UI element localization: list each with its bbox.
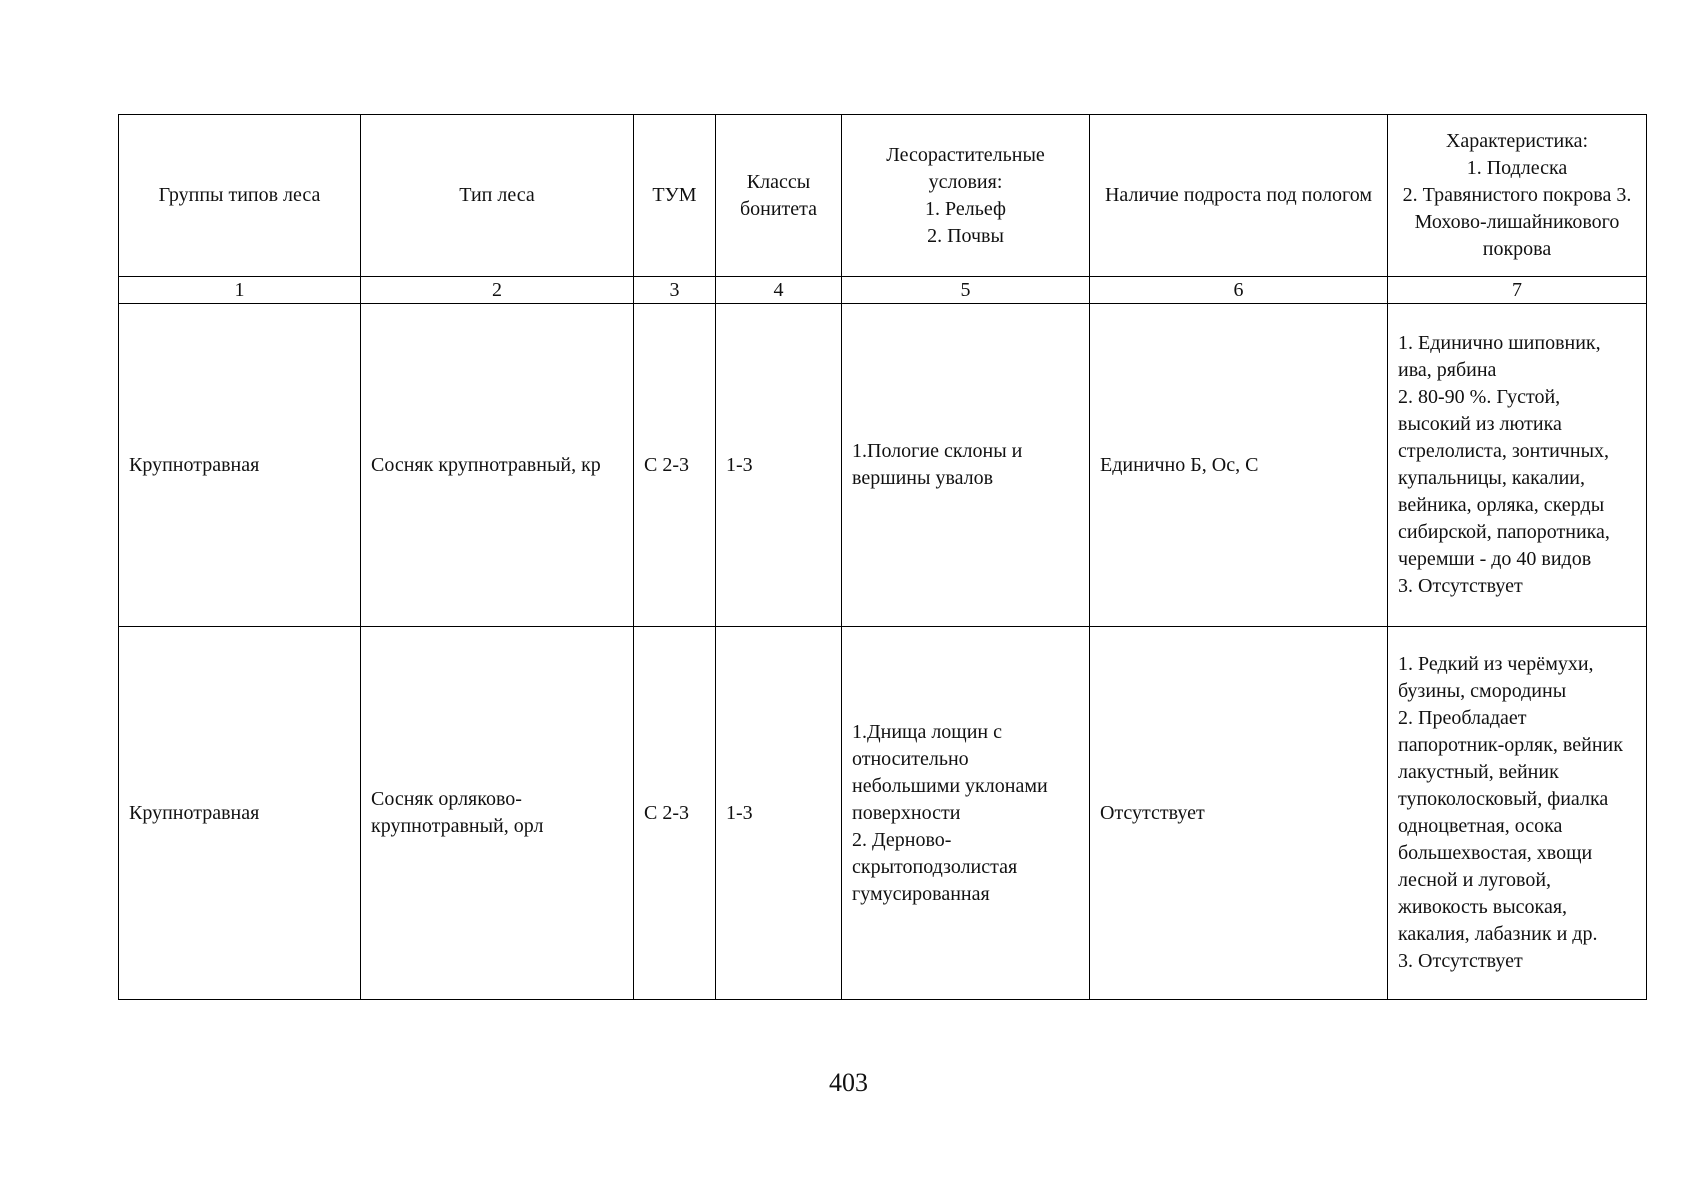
column-number: 4 bbox=[716, 277, 842, 304]
table-row bbox=[119, 627, 1647, 1000]
table-header-row bbox=[119, 115, 1647, 277]
column-number: 2 bbox=[361, 277, 634, 304]
header-growing-conditions: Лесорастительные условия: 1. Рельеф 2. Почвы bbox=[842, 115, 1090, 277]
table-row bbox=[119, 304, 1647, 627]
page-number: 403 bbox=[829, 1068, 868, 1097]
column-number: 1 bbox=[119, 277, 361, 304]
header-bonitet-classes: Классы бонитета bbox=[716, 115, 842, 277]
cell-bonitet: 1-3 bbox=[716, 627, 842, 1000]
cell-tum: С 2-3 bbox=[634, 627, 716, 1000]
cell-conditions: 1.Пологие склоны и вершины увалов bbox=[842, 304, 1090, 627]
cell-bonitet: 1-3 bbox=[716, 304, 842, 627]
cell-undergrowth: Отсутствует bbox=[1090, 627, 1388, 1000]
cell-conditions: 1.Днища лощин с относительно небольшими уклонами поверхности 2. Дерново-скрытоподзолистая гумусированная bbox=[842, 627, 1090, 1000]
cell-tum: С 2-3 bbox=[634, 304, 716, 627]
cell-forest-type: Сосняк орляково-крупнотравный, орл bbox=[361, 627, 634, 1000]
header-tum: ТУМ bbox=[634, 115, 716, 277]
forest-types-table bbox=[118, 114, 1647, 1000]
cell-forest-type: Сосняк крупнотравный, кр bbox=[361, 304, 634, 627]
cell-undergrowth: Единично Б, Ос, С bbox=[1090, 304, 1388, 627]
column-number-row bbox=[119, 277, 1647, 304]
cell-characteristics: 1. Редкий из черёмухи, бузины, смородины 2. Преобладает папоротник-орляк, вейник лакустный, вейник тупоколосковый, фиалка одноцветная, осока большехвостая, хвощи лесной и луговой, живокость высокая, какалия, лабазник и др. 3. Отсутствует bbox=[1388, 627, 1647, 1000]
column-number: 6 bbox=[1090, 277, 1388, 304]
header-forest-group: Группы типов леса bbox=[119, 115, 361, 277]
header-forest-type: Тип леса bbox=[361, 115, 634, 277]
column-number: 7 bbox=[1388, 277, 1647, 304]
header-undergrowth: Наличие подроста под пологом bbox=[1090, 115, 1388, 277]
cell-group: Крупнотравная bbox=[119, 627, 361, 1000]
header-characteristics: Характеристика: 1. Подлеска 2. Травянистого покрова 3. Мохово-лишайникового покрова bbox=[1388, 115, 1647, 277]
column-number: 3 bbox=[634, 277, 716, 304]
cell-group: Крупнотравная bbox=[119, 304, 361, 627]
column-number: 5 bbox=[842, 277, 1090, 304]
cell-characteristics: 1. Единично шиповник, ива, рябина 2. 80-90 %. Густой, высокий из лютика стрелолиста, зонтичных, купальницы, какалии, вейника, орляка, скерды сибирской, папоротника, черемши - до 40 видов 3. Отсутствует bbox=[1388, 304, 1647, 627]
